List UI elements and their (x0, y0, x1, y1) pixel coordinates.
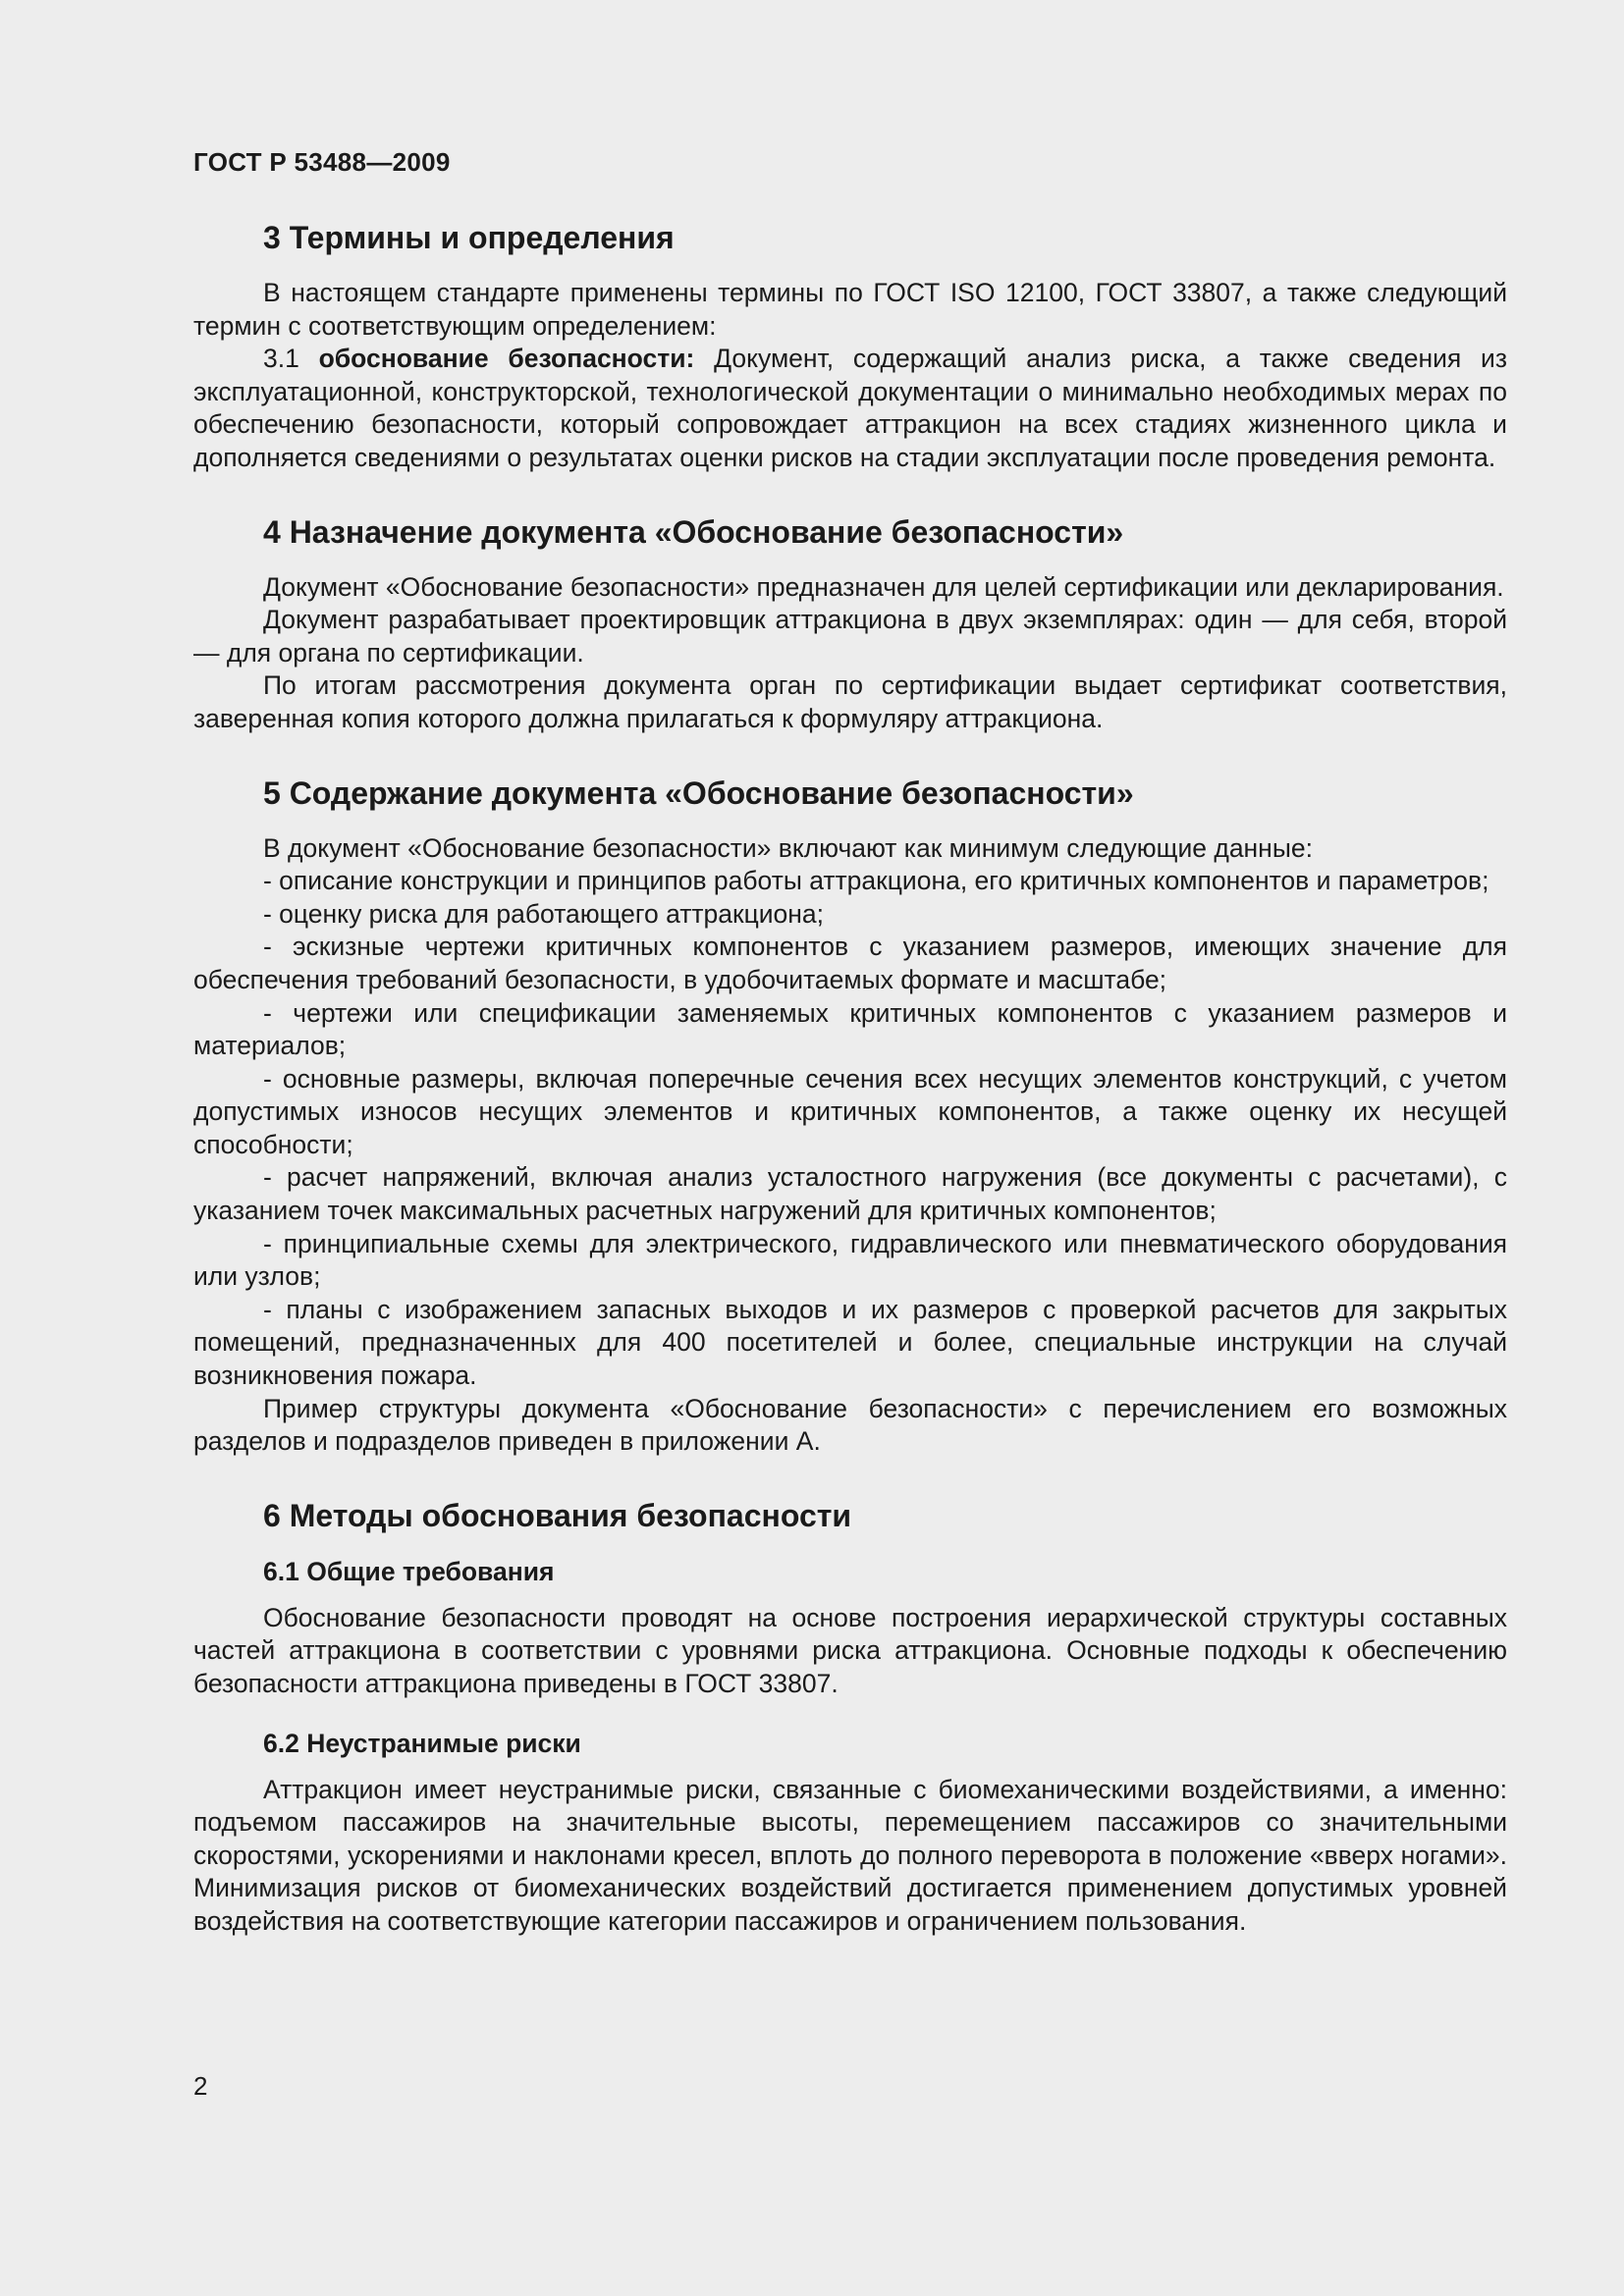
section-4-paragraph-2: Документ разрабатывает проектировщик аттракциона в двух экземплярах: один — для себя, второй — для органа по сертификации. (193, 605, 1507, 667)
document-body (193, 218, 1507, 1976)
section-6-title: 6 Методы обоснования безопасности (263, 1497, 852, 1533)
section-5 (193, 774, 1507, 1459)
list-item: - основные размеры, включая поперечные сечения всех несущих элементов конструкций, с учетом допустимых износов несущих элементов и критичных компонентов, а также оценку их несущей способности; (193, 1063, 1507, 1159)
section-3-definition (193, 343, 1507, 474)
definition-number: 3.1 (263, 344, 319, 374)
section-3-paragraph-1: В настоящем стандарте применены термины по ГОСТ ISO 12100, ГОСТ 33807, а также следующий термин с соответствующим определением: (193, 278, 1507, 341)
list-item: - оценку риска для работающего аттракциона; (263, 898, 825, 929)
definition-term: обоснование безопасности: (318, 344, 695, 374)
subsection-6-1 (193, 1555, 1507, 1701)
subsection-6-1-title: 6.1 Общие требования (263, 1556, 555, 1586)
section-5-title: 5 Содержание документа «Обоснование безопасности» (263, 774, 1134, 811)
list-item: - описание конструкции и принципов работы аттракциона, его критичных компонентов и параметров; (263, 866, 1489, 896)
subsection-6-2-title: 6.2 Неустранимые риски (263, 1728, 581, 1758)
subsection-6-2 (193, 1727, 1507, 1939)
list-item: - эскизные чертежи критичных компонентов с указанием размеров, имеющих значение для обеспечения требований безопасности, в удобочитаемых формате и масштабе; (193, 932, 1507, 994)
section-4-paragraph-3: По итогам рассмотрения документа орган по сертификации выдает сертификат соответствия, заверенная копия которого должна прилагаться к формуляру аттракциона. (193, 670, 1507, 733)
section-5-intro: В документ «Обоснование безопасности» включают как минимум следующие данные: (263, 832, 1313, 863)
subsection-6-1-text: Обоснование безопасности проводят на основе построения иерархической структуры составных частей аттракциона в соответствии с уровнями риска аттракциона. Основные подходы к обеспечению безопасности аттракциона приведены в ГОСТ 33807. (193, 1602, 1507, 1698)
section-6 (193, 1496, 1507, 1939)
list-item: - принципиальные схемы для электрического, гидравлического или пневматического оборудования или узлов; (193, 1228, 1507, 1292)
list-item: - планы с изображением запасных выходов и их размеров с проверкой расчетов для закрытых помещений, предназначенных для 400 посетителей и более, специальные инструкции на случай возникновения пожара. (193, 1294, 1507, 1391)
page-number: 2 (193, 2071, 208, 2101)
section-4-title: 4 Назначение документа «Обоснование безопасности» (263, 513, 1124, 550)
section-4 (193, 512, 1507, 736)
section-3 (193, 218, 1507, 475)
list-item: - расчет напряжений, включая анализ усталостного нагружения (все документы с расчетами), с указанием точек максимальных расчетных нагружений для критичных компонентов; (193, 1162, 1507, 1226)
definition-text: Документ, содержащий анализ риска, а также сведения из эксплуатационной, конструкторской, технологической документации о минимально необходимых мерах по обеспечению безопасности, который сопровождает аттракцион на всех стадиях жизненного цикла и дополняется сведениями о результатах оценки рисков на стадии эксплуатации после проведения ремонта. (193, 344, 1507, 472)
document-code-header: ГОСТ Р 53488—2009 (193, 147, 451, 177)
section-5-outro: Пример структуры документа «Обоснование безопасности» с перечислением его возможных разделов и подразделов приведен в приложении А. (193, 1393, 1507, 1457)
section-4-paragraph-1: Документ «Обоснование безопасности» предназначен для целей сертификации или декларирования. (263, 571, 1504, 602)
section-3-title: 3 Термины и определения (263, 220, 675, 255)
list-item: - чертежи или спецификации заменяемых критичных компонентов с указанием размеров и материалов; (193, 997, 1507, 1061)
subsection-6-2-text: Аттракцион имеет неустранимые риски, связанные с биомеханическими воздействиями, а именно: подъемом пассажиров на значительные высоты, перемещением пассажиров со значительными скоростями, ускорениями и наклонами кресел, вплоть до полного переворота в положение «вверх ногами». Минимизация рисков от биомеханических воздействий достигается применением допустимых уровней воздействия на соответствующие категории пассажиров и ограничением пользования. (193, 1774, 1507, 1936)
